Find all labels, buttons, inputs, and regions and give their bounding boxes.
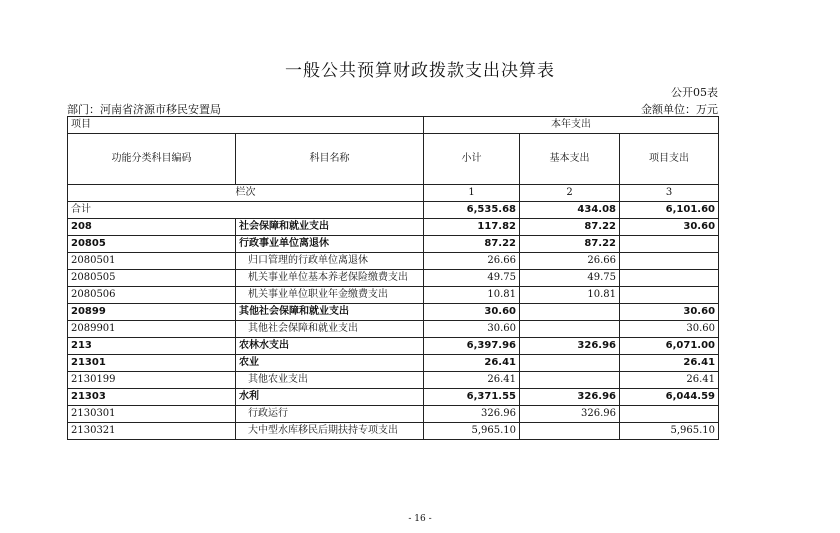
row-subtotal: 6,371.55 (424, 389, 520, 406)
row-subtotal: 117.82 (424, 219, 520, 236)
row-basic: 87.22 (520, 219, 620, 236)
row-subtotal: 49.75 (424, 270, 520, 287)
total-basic: 434.08 (520, 202, 620, 219)
row-subtotal: 10.81 (424, 287, 520, 304)
row-basic (520, 321, 620, 338)
row-code: 20899 (68, 304, 236, 321)
header-current-year: 本年支出 (424, 117, 719, 134)
header-project: 项目支出 (620, 134, 719, 185)
row-code: 2080506 (68, 287, 236, 304)
row-name: 农业 (236, 355, 424, 372)
row-code: 20805 (68, 236, 236, 253)
row-subtotal: 26.41 (424, 355, 520, 372)
column-number-3: 3 (620, 185, 719, 202)
row-project (620, 406, 719, 423)
table-row (68, 219, 719, 236)
row-project: 5,965.10 (620, 423, 719, 440)
header-row-1 (68, 117, 719, 134)
row-code: 21303 (68, 389, 236, 406)
row-basic: 49.75 (520, 270, 620, 287)
row-basic (520, 304, 620, 321)
row-project: 30.60 (620, 304, 719, 321)
page-number: - 16 - (408, 514, 432, 524)
row-subtotal: 26.66 (424, 253, 520, 270)
row-project: 6,044.59 (620, 389, 719, 406)
row-name: 其他社会保障和就业支出 (236, 321, 424, 338)
column-number-1: 1 (424, 185, 520, 202)
row-project (620, 253, 719, 270)
row-basic: 326.96 (520, 389, 620, 406)
page-title: 一般公共预算财政拨款支出决算表 (285, 61, 555, 81)
row-code: 2089901 (68, 321, 236, 338)
row-name: 水利 (236, 389, 424, 406)
total-label: 合计 (68, 202, 424, 219)
total-subtotal: 6,535.68 (424, 202, 520, 219)
row-project: 6,071.00 (620, 338, 719, 355)
table-row (68, 423, 719, 440)
row-basic (520, 423, 620, 440)
header-subtotal: 小计 (424, 134, 520, 185)
header-name: 科目名称 (236, 134, 424, 185)
row-project: 26.41 (620, 355, 719, 372)
row-subtotal: 326.96 (424, 406, 520, 423)
table-row (68, 355, 719, 372)
row-code: 208 (68, 219, 236, 236)
table-row (68, 253, 719, 270)
row-name: 归口管理的行政单位离退休 (236, 253, 424, 270)
row-basic: 326.96 (520, 338, 620, 355)
row-code: 2130321 (68, 423, 236, 440)
row-basic (520, 372, 620, 389)
header-row-2 (68, 134, 719, 185)
total-project: 6,101.60 (620, 202, 719, 219)
row-code: 2080501 (68, 253, 236, 270)
row-name: 其他社会保障和就业支出 (236, 304, 424, 321)
header-basic: 基本支出 (520, 134, 620, 185)
row-project (620, 287, 719, 304)
amount-unit-label: 金额单位：万元 (641, 103, 718, 116)
header-item: 项目 (68, 117, 424, 134)
table-row (68, 406, 719, 423)
table-row (68, 304, 719, 321)
row-basic: 326.96 (520, 406, 620, 423)
table-row (68, 321, 719, 338)
row-basic: 26.66 (520, 253, 620, 270)
row-project (620, 270, 719, 287)
row-name: 其他农业支出 (236, 372, 424, 389)
form-number: 公开05表 (671, 86, 718, 99)
row-code: 213 (68, 338, 236, 355)
row-name: 机关事业单位职业年金缴费支出 (236, 287, 424, 304)
column-number-label: 栏次 (68, 185, 424, 202)
row-subtotal: 5,965.10 (424, 423, 520, 440)
row-code: 2130199 (68, 372, 236, 389)
table-row (68, 287, 719, 304)
row-name: 机关事业单位基本养老保险缴费支出 (236, 270, 424, 287)
row-project: 26.41 (620, 372, 719, 389)
row-basic (520, 355, 620, 372)
column-number-2: 2 (520, 185, 620, 202)
table-row (68, 236, 719, 253)
row-code: 21301 (68, 355, 236, 372)
table-row (68, 372, 719, 389)
row-code: 2130301 (68, 406, 236, 423)
total-row (68, 202, 719, 219)
header-code: 功能分类科目编码 (68, 134, 236, 185)
department-label: 部门：河南省济源市移民安置局 (67, 103, 221, 116)
column-number-row (68, 185, 719, 202)
row-name: 大中型水库移民后期扶持专项支出 (236, 423, 424, 440)
expenditure-table (67, 116, 719, 440)
row-basic: 87.22 (520, 236, 620, 253)
row-code: 2080505 (68, 270, 236, 287)
row-name: 社会保障和就业支出 (236, 219, 424, 236)
row-project: 30.60 (620, 219, 719, 236)
row-name: 行政运行 (236, 406, 424, 423)
row-subtotal: 26.41 (424, 372, 520, 389)
table-row (68, 338, 719, 355)
row-name: 行政事业单位离退休 (236, 236, 424, 253)
row-subtotal: 6,397.96 (424, 338, 520, 355)
row-subtotal: 87.22 (424, 236, 520, 253)
row-project (620, 236, 719, 253)
row-subtotal: 30.60 (424, 304, 520, 321)
row-project: 30.60 (620, 321, 719, 338)
row-subtotal: 30.60 (424, 321, 520, 338)
table-row (68, 270, 719, 287)
row-basic: 10.81 (520, 287, 620, 304)
table-row (68, 389, 719, 406)
row-name: 农林水支出 (236, 338, 424, 355)
